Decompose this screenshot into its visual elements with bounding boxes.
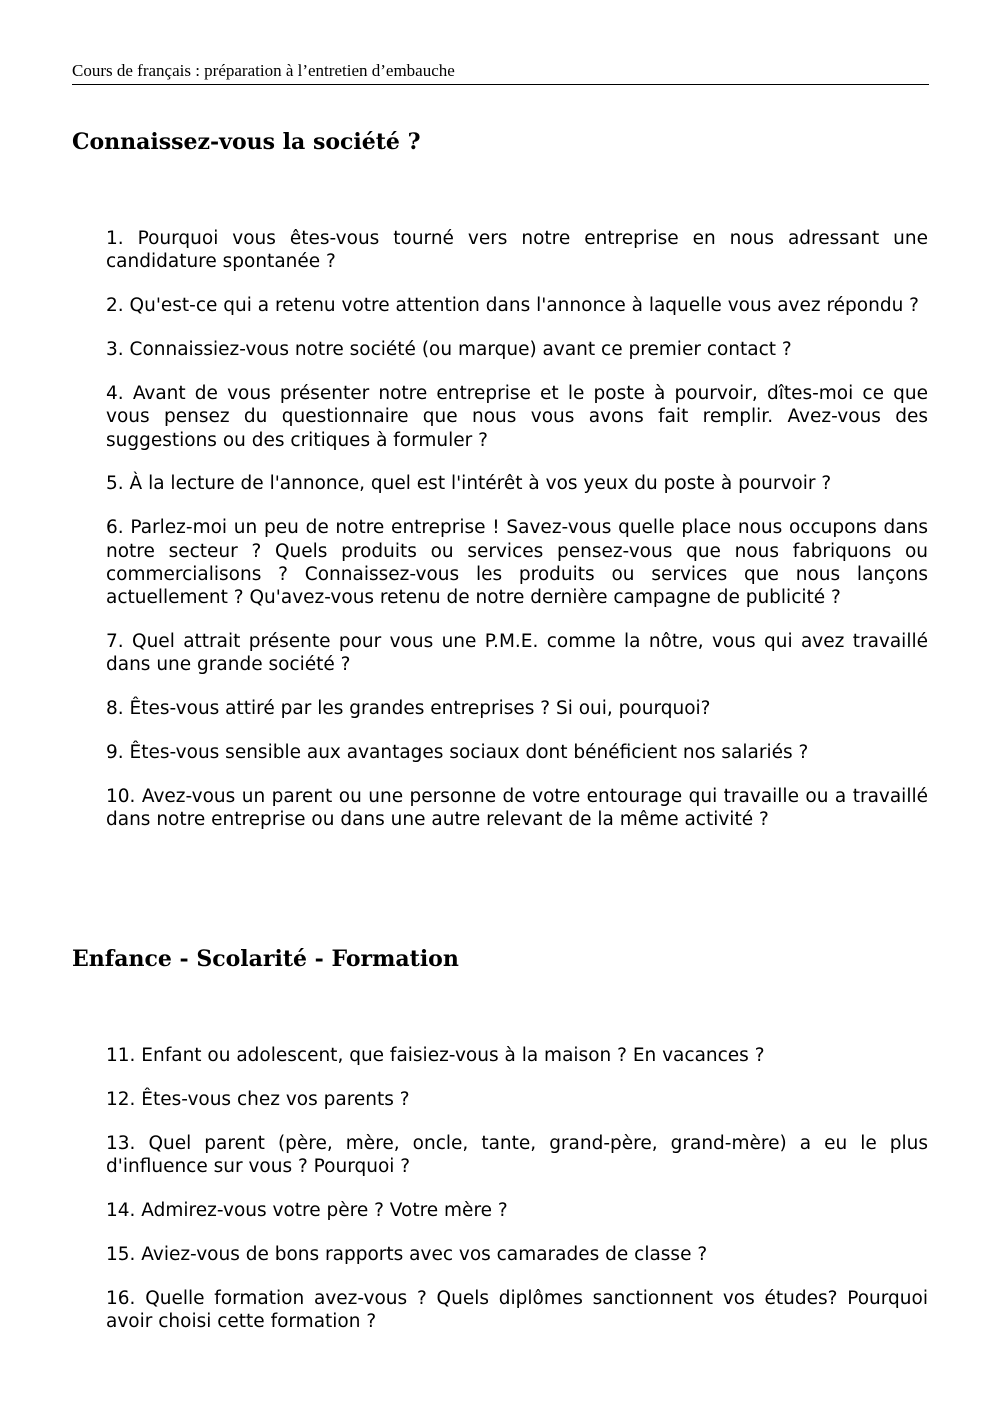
running-header: Cours de français : préparation à l’entretien d’embauche bbox=[72, 60, 929, 85]
section-title-connaissez-vous-la-societe: Connaissez-vous la société ? bbox=[72, 129, 421, 155]
question-list-societe bbox=[106, 227, 928, 852]
question-item: 5. À la lecture de l'annonce, quel est l'intérêt à vos yeux du poste à pourvoir ? bbox=[106, 473, 832, 495]
section-title-enfance-scolarite-formation: Enfance - Scolarité - Formation bbox=[72, 946, 459, 972]
question-item: 6. Parlez-moi un peu de notre entreprise ! Savez-vous quelle place nous occupons dans notre secteur ? Quels produits ou services pensez-vous que nous fabriquons ou commercialisons ? Connaissez-vous les produits ou services que nous lançons actuellement ? Qu'avez-vous retenu de notre dernière campagne de publicité ? bbox=[106, 517, 928, 609]
question-item: 2. Qu'est-ce qui a retenu votre attention dans l'annonce à laquelle vous avez répondu ? bbox=[106, 295, 919, 317]
question-item: 9. Êtes-vous sensible aux avantages sociaux dont bénéficient nos salariés ? bbox=[106, 742, 809, 764]
question-item: 3. Connaissiez-vous notre société (ou marque) avant ce premier contact ? bbox=[106, 339, 792, 361]
question-item: 16. Quelle formation avez-vous ? Quels diplômes sanctionnent vos études? Pourquoi avoir choisi cette formation ? bbox=[106, 1287, 928, 1333]
question-item: 1. Pourquoi vous êtes-vous tourné vers notre entreprise en nous adressant une candidature spontanée ? bbox=[106, 228, 928, 273]
question-item: 8. Êtes-vous attiré par les grandes entreprises ? Si oui, pourquoi? bbox=[106, 698, 711, 720]
question-item: 7. Quel attrait présente pour vous une P.M.E. comme la nôtre, vous qui avez travaillé dans une grande société ? bbox=[106, 631, 928, 676]
question-item: 15. Aviez-vous de bons rapports avec vos camarades de classe ? bbox=[106, 1243, 708, 1265]
question-item: 13. Quel parent (père, mère, oncle, tante, grand-père, grand-mère) a eu le plus d'influence sur vous ? Pourquoi ? bbox=[106, 1132, 928, 1178]
question-item: 4. Avant de vous présenter notre entreprise et le poste à pourvoir, dîtes-moi ce que vous pensez du questionnaire que nous vous avons fait remplir. Avez-vous des suggestions ou des critiques à formuler ? bbox=[106, 382, 928, 451]
question-item: 11. Enfant ou adolescent, que faisiez-vous à la maison ? En vacances ? bbox=[106, 1045, 765, 1066]
question-item: 12. Êtes-vous chez vos parents ? bbox=[106, 1088, 410, 1110]
question-list-enfance bbox=[106, 1044, 928, 1354]
question-item: 10. Avez-vous un parent ou une personne de votre entourage qui travaille ou a travaillé dans notre entreprise ou dans une autre relevant de la même activité ? bbox=[106, 786, 928, 831]
question-item: 14. Admirez-vous votre père ? Votre mère ? bbox=[106, 1199, 508, 1221]
